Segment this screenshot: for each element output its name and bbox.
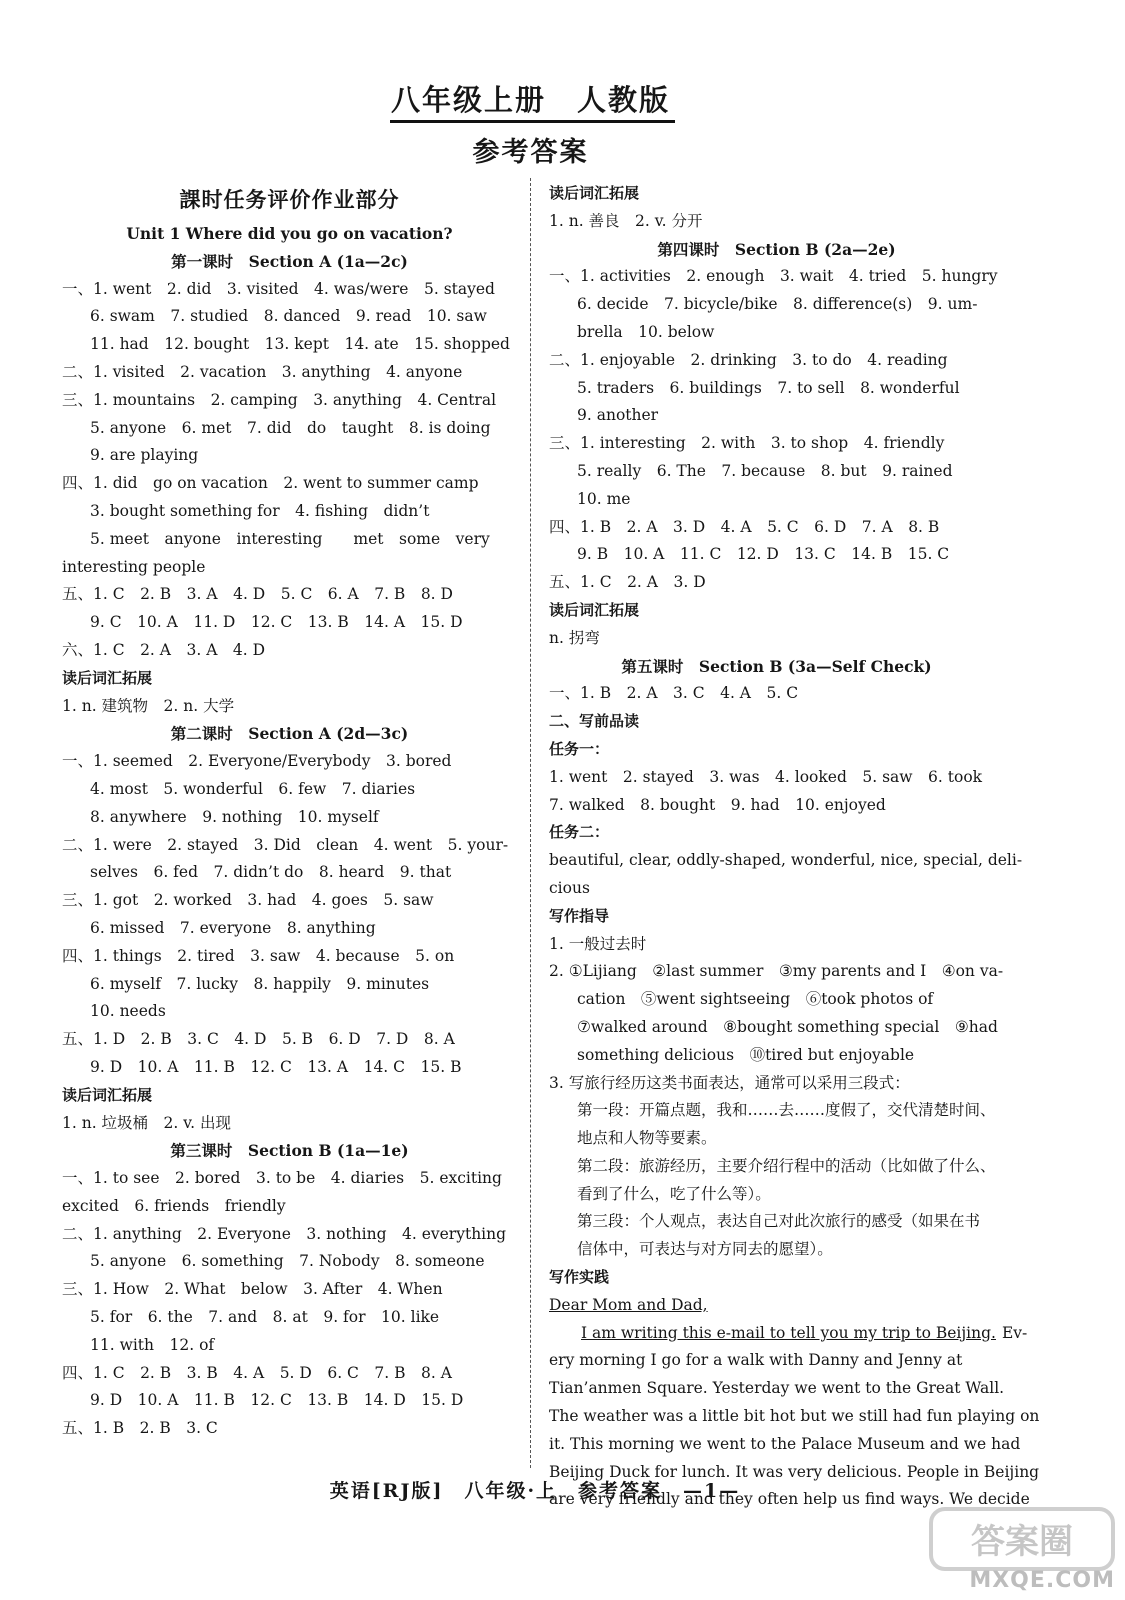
lesson-heading (549, 236, 1004, 264)
answer-line (62, 526, 517, 554)
section-heading (549, 1264, 1004, 1292)
line-text: 二、写前品读 (549, 712, 640, 731)
line-text: 第三课时 Section B (1a—1e) (170, 1141, 409, 1161)
answer-line (549, 1153, 1004, 1181)
line-text: 一、1. activities 2. enough 3. wait 4. tried 5. hungry (549, 267, 998, 286)
answer-line (549, 1236, 1004, 1264)
answer-line (549, 1320, 1028, 1348)
answer-line (549, 986, 1004, 1014)
line-text: n. 拐弯 (549, 628, 600, 647)
line-text: 4. most 5. wonderful 6. few 7. diaries (90, 779, 416, 798)
answer-line (62, 1221, 517, 1249)
answer-line (62, 1054, 517, 1082)
answer-line (62, 832, 517, 860)
answer-line (549, 1181, 1004, 1209)
line-text: 一、1. went 2. did 3. visited 4. was/were 5. stayed (62, 279, 495, 298)
answer-line (549, 1208, 1004, 1236)
answer-line (549, 1375, 1004, 1403)
line-text: 2. ①Lijiang ②last summer ③my parents and I ④on va- (549, 962, 1004, 981)
line-text: 信体中，可表达与对方同去的愿望）。 (577, 1240, 833, 1259)
line-text: 5. for 6. the 7. and 8. at 9. for 10. like (90, 1308, 440, 1327)
line-text: 第二段：旅游经历，主要介绍行程中的活动（比如做了什么、 (577, 1156, 996, 1175)
part-heading (62, 180, 517, 220)
line-text: ⑦walked around ⑧bought something special ⑨had (577, 1017, 998, 1036)
line-text: brella 10. below (577, 322, 715, 341)
answer-line (549, 931, 1004, 959)
section-heading (549, 180, 1004, 208)
column-divider (530, 178, 532, 1468)
answer-line (62, 804, 517, 832)
line-text: 二、1. were 2. stayed 3. Did clean 4. went 5. your- (62, 835, 509, 854)
line-text: ery morning I go for a walk with Danny and Jenny at (549, 1351, 963, 1370)
answer-line (62, 1332, 517, 1360)
section-heading (549, 708, 1004, 736)
line-text: 8. anywhere 9. nothing 10. myself (90, 807, 379, 826)
line-text: 9. C 10. A 11. D 12. C 13. B 14. A 15. D (90, 613, 463, 632)
footer-text: 英语[RJ版] 八年级·上 参考答案 —1— (329, 1480, 741, 1502)
line-text: 10. needs (90, 1002, 166, 1021)
line-text: Dear Mom and Dad, (549, 1295, 708, 1314)
line-text: 5. anyone 6. met 7. did do taught 8. is doing (90, 418, 491, 437)
answer-line (62, 359, 517, 387)
answer-line (62, 998, 517, 1026)
book-title: 八年级上册 人教版 (390, 83, 670, 117)
answer-line (549, 486, 1004, 514)
line-text: 1. 一般过去时 (549, 934, 647, 953)
answer-line (549, 1431, 1021, 1459)
answer-line (549, 208, 1004, 236)
line-text: 五、1. D 2. B 3. C 4. D 5. B 6. D 7. D 8. A (62, 1030, 455, 1049)
line-text: 三、1. interesting 2. with 3. to shop 4. friendly (549, 434, 945, 453)
line-text: I am writing this e-mail to tell you my trip to Beijing. (581, 1323, 996, 1342)
answer-line (549, 1292, 1004, 1320)
answer-line (62, 776, 517, 804)
line-text: 看到了什么，吃了什么等）。 (577, 1184, 771, 1203)
line-text: 写作实践 (549, 1268, 610, 1287)
answer-line (62, 581, 517, 609)
line-text: Beijing Duck for lunch. It was very delicious. People in Beijing (549, 1462, 1040, 1481)
answer-line (62, 971, 517, 999)
line-text: 1. n. 建筑物 2. n. 大学 (62, 696, 235, 715)
answer-line (549, 263, 1004, 291)
line-text: 读后词汇拓展 (62, 668, 153, 687)
line-text: 四、1. did go on vacation 2. went to summer camp (62, 474, 479, 493)
section-heading (62, 1082, 517, 1110)
answer-line (549, 514, 1004, 542)
answer-line (62, 1165, 517, 1193)
line-text: 課时任务评价作业部分 (179, 187, 400, 212)
answer-line (62, 609, 517, 637)
answer-line (62, 1193, 517, 1221)
line-text: 六、1. C 2. A 3. A 4. D (62, 640, 266, 659)
line-text: 一、1. seemed 2. Everyone/Everybody 3. bored (62, 752, 452, 771)
line-text: 任务一： (549, 739, 610, 758)
right-column (549, 180, 1040, 1514)
answer-line (62, 554, 517, 582)
line-text: cious (549, 878, 590, 897)
line-text: 读后词汇拓展 (62, 1085, 153, 1104)
answer-line (62, 748, 517, 776)
answer-line (549, 764, 1004, 792)
line-text: Tian’anmen Square. Yesterday we went to the Great Wall. (549, 1379, 1005, 1398)
line-text: 5. anyone 6. something 7. Nobody 8. someone (90, 1252, 485, 1271)
line-text: 5. meet anyone interesting met some very (90, 529, 490, 548)
line-text: 五、1. B 2. B 3. C (62, 1419, 218, 1438)
answer-line (549, 792, 1004, 820)
line-text: 三、1. got 2. worked 3. had 4. goes 5. saw (62, 891, 434, 910)
line-text: 第三段：个人观点，表达自己对此次旅行的感受（如果在书 (577, 1212, 981, 1231)
line-text: 1. n. 垃圾桶 2. v. 出现 (62, 1113, 232, 1132)
answer-line (62, 1276, 517, 1304)
answer-line (549, 291, 1004, 319)
answer-line (549, 541, 1004, 569)
line-text: 第五课时 Section B (3a—Self Check) (621, 656, 932, 676)
line-text: 三、1. How 2. What below 3. After 4. When (62, 1280, 443, 1299)
answer-line (62, 859, 517, 887)
answer-line (62, 442, 517, 470)
line-text: 7. walked 8. bought 9. had 10. enjoyed (549, 795, 886, 814)
answer-line (549, 847, 1023, 875)
line-text: 任务二： (549, 823, 610, 842)
line-text: are very friendly and they often help us find ways. We decide (549, 1490, 1030, 1509)
line-text: selves 6. fed 7. didn’t do 8. heard 9. that (90, 863, 452, 882)
answer-line (549, 625, 1004, 653)
line-text: 二、1. visited 2. vacation 3. anything 4. anyone (62, 362, 463, 381)
answer-line (549, 1014, 1004, 1042)
line-text: 五、1. C 2. A 3. D (549, 573, 706, 592)
line-text: cation ⑤went sightseeing ⑥took photos of (577, 990, 934, 1009)
line-text: 第一段：开篇点题，我和……去……度假了，交代清楚时间、 (577, 1101, 996, 1120)
section-heading (549, 903, 1004, 931)
line-text: 1. went 2. stayed 3. was 4. looked 5. saw 6. took (549, 767, 983, 786)
line-text: 读后词汇拓展 (549, 184, 640, 202)
line-text: 写作指导 (549, 906, 610, 925)
lesson-heading (62, 220, 517, 248)
line-text: 11. had 12. bought 13. kept 14. ate 15. shopped (90, 335, 510, 354)
answer-line (62, 1360, 517, 1388)
answer-line (62, 1026, 517, 1054)
answer-line (549, 1125, 1004, 1153)
line-text: 一、1. B 2. A 3. C 4. A 5. C (549, 684, 799, 703)
line-text: 10. me (577, 489, 631, 508)
answer-line (549, 569, 1004, 597)
answer-line (549, 1403, 1040, 1431)
line-text: 五、1. C 2. B 3. A 4. D 5. C 6. A 7. B 8. D (62, 585, 453, 604)
line-text: 第四课时 Section B (2a—2e) (657, 239, 896, 259)
answer-line (549, 430, 1004, 458)
answer-line (549, 347, 1004, 375)
answer-line (549, 375, 1004, 403)
line-text: 四、1. C 2. B 3. B 4. A 5. D 6. C 7. B 8. A (62, 1363, 452, 1382)
line-text: 6. swam 7. studied 8. danced 9. read 10. saw (90, 307, 487, 326)
line-text: 5. really 6. The 7. because 8. but 9. rained (577, 461, 953, 480)
answer-line (549, 458, 1004, 486)
section-heading (549, 597, 1004, 625)
answer-line (62, 303, 517, 331)
line-text: 3. bought something for 4. fishing didn’t (90, 501, 430, 520)
answer-line (549, 875, 1004, 903)
lesson-heading (549, 653, 1004, 681)
answer-line (62, 1110, 517, 1138)
line-text: something delicious ⑩tired but enjoyable (577, 1045, 915, 1064)
answer-line (549, 958, 1004, 986)
watermark-stamp-text: 答案圈 (971, 1522, 1073, 1562)
line-text: 6. myself 7. lucky 8. happily 9. minutes (90, 974, 430, 993)
line-text: beautiful, clear, oddly-shaped, wonderful, nice, special, deli- (549, 851, 1023, 870)
answer-line (62, 415, 517, 443)
line-text: 3. 写旅行经历这类书面表达，通常可以采用三段式： (549, 1073, 910, 1092)
answer-line (62, 331, 517, 359)
answer-line (62, 498, 517, 526)
answer-line (549, 1097, 1004, 1125)
section-heading (549, 736, 1004, 764)
line-text: 11. with 12. of (90, 1335, 215, 1354)
answer-line (62, 1415, 517, 1443)
answer-line (549, 319, 1004, 347)
section-heading (62, 665, 517, 693)
line-text: 9. another (577, 406, 659, 425)
line-text: 第一课时 Section A (1a—2c) (171, 251, 408, 271)
line-tail-text: Ev- (1001, 1323, 1028, 1342)
answer-line (549, 1042, 1004, 1070)
line-text: 二、1. enjoyable 2. drinking 3. to do 4. reading (549, 350, 948, 369)
answer-line (549, 680, 1004, 708)
line-text: interesting people (62, 557, 206, 576)
line-text: 一、1. to see 2. bored 3. to be 4. diaries 5. exciting (62, 1169, 502, 1188)
line-text: 第二课时 Section A (2d—3c) (170, 724, 409, 744)
answer-line (549, 402, 1004, 430)
line-text: 三、1. mountains 2. camping 3. anything 4. Central (62, 390, 497, 409)
section-heading (549, 819, 1004, 847)
answer-line (62, 887, 517, 915)
line-text: 1. n. 善良 2. v. 分开 (549, 211, 703, 230)
answer-line (62, 1304, 517, 1332)
answer-line (62, 915, 517, 943)
line-text: 四、1. things 2. tired 3. saw 4. because 5. on (62, 946, 455, 965)
line-text: 6. decide 7. bicycle/bike 8. difference(s) 9. um- (577, 295, 978, 314)
lesson-heading (62, 720, 517, 748)
line-text: 9. D 10. A 11. B 12. C 13. A 14. C 15. B (90, 1057, 462, 1076)
answer-line (62, 1248, 517, 1276)
answer-line (62, 693, 517, 721)
line-text: 地点和人物等要素。 (577, 1129, 717, 1148)
line-text: 6. missed 7. everyone 8. anything (90, 918, 376, 937)
answer-line (62, 637, 517, 665)
title-rule (390, 120, 675, 123)
lesson-heading (62, 1137, 517, 1165)
line-text: it. This morning we went to the Palace Museum and we had (549, 1434, 1021, 1453)
line-text: 四、1. B 2. A 3. D 4. A 5. C 6. D 7. A 8. B (549, 517, 940, 536)
answer-line (62, 1387, 517, 1415)
line-text: 二、1. anything 2. Everyone 3. nothing 4. everything (62, 1224, 507, 1243)
answer-line (549, 1070, 1004, 1098)
line-text: 5. traders 6. buildings 7. to sell 8. wonderful (577, 378, 960, 397)
line-text: 9. B 10. A 11. C 12. D 13. C 14. B 15. C (577, 545, 950, 564)
line-text: 读后词汇拓展 (549, 600, 640, 619)
answer-line (62, 943, 517, 971)
answer-key-title: 参考答案 (472, 137, 589, 168)
line-text: 9. D 10. A 11. B 12. C 13. B 14. D 15. D (90, 1391, 464, 1410)
line-text: excited 6. friends friendly (62, 1196, 286, 1215)
answer-line (62, 470, 517, 498)
answer-line (62, 387, 517, 415)
line-text: The weather was a little bit hot but we still had fun playing on (549, 1407, 1040, 1426)
answer-line (62, 276, 517, 304)
answer-line (549, 1347, 1004, 1375)
lesson-heading (62, 248, 517, 276)
line-text: Unit 1 Where did you go on vacation? (126, 224, 453, 243)
left-column (62, 180, 517, 1443)
line-text: 9. are playing (90, 446, 199, 465)
watermark-url: MXQE.COM (969, 1568, 1115, 1593)
